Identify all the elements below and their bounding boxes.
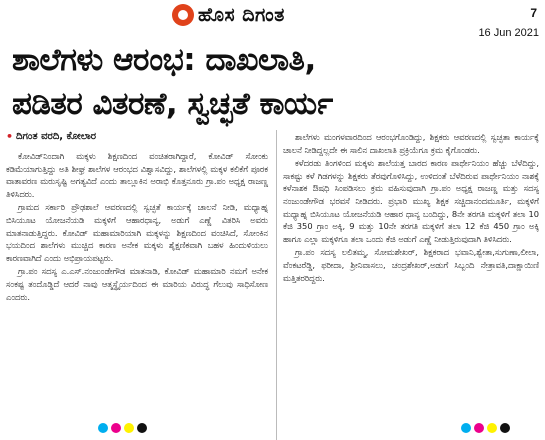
paragraph: ಕಳೆದರಡು ತಿಂಗಳಿಂದ ಮಕ್ಕಳು ಶಾಲೆಯತ್ತ ಬಾರದ ಕಾರಣ ಪಾರ್ಥೇನಿಯಂ ಹೆಚ್ಚು ಬೆಳೆದಿದ್ದು, ಸಾಕಷ್ಟು ಕಳೆ ಗಿಡಗಳನ್ನು ಶಿಕ್ಷಕರು ತೆರವುಗೊಳಿಸಿದ್ದು, ಉಳಿದಂತೆ ಬೆಳೆದಿರುವ ಪಾರ್ಥೇನಿಯಂ ನಾಶಕ್ಕೆ ಕಳೆನಾಶಕ ಔಷಧಿ ಸಿಂಪಡಿಸಲು ಕ್ರಮ ವಹಿಸುವುದಾಗಿ ಗ್ರಾ.ಪಂ ಅಧ್ಯಕ್ಷ ರಾಜಣ್ಣ ಮತ್ತು ಸದಸ್ಯ ನಂಜುಂಡೇಗೌಡ ಭರವಸೆ ನೀಡಿದರು. ಪ್ರಭಾರಿ ಮುಖ್ಯ ಶಿಕ್ಷಕ ಸಚ್ಚಿದಾನಂದಮೂರ್ತಿ, ಮಕ್ಕಳಿಗೆ ಮಧ್ಯಾಹ್ನ ಬಿಸಿಯೂಟ ಯೋಜನೆಯಡಿ ಆಹಾರ ಧಾನ್ಯ ಬಂದಿದ್ದು, 8ನೇ ತರಗತಿ ಮಕ್ಕಳಿಗೆ ತಲಾ 10 ಕೆಜಿ 350 ಗ್ರಾಂ ಅಕ್ಕಿ, 9 ಮತ್ತು 10ನೇ ತರಗತಿ ಮಕ್ಕಳಿಗೆ ತಲಾ 12 ಕೆಜಿ 450 ಗ್ರಾಂ ಅಕ್ಕಿ ಹಾಗೂ ಎಲ್ಲಾ ಮಕ್ಕಳಿಗೂ ತಲಾ ಒಂದು ಕೆಜಿ ಅಡುಗೆ ಎಣ್ಣೆ ನೀಡುತ್ತಿರುವುದಾಗಿ ತಿಳಿಸಿದರು.	[283, 158, 539, 244]
page-number: 7	[530, 6, 537, 20]
paragraph: ಗ್ರಾ.ಪಂ ಸದಸ್ಯ ಲಲಿತಮ್ಮ, ಸೋಮಶೇಖರ್, ಶಿಕ್ಷಕರಾದ ಭವಾನಿ,ಶ್ವೇತಾ,ಸುಗುಣಾ,ಲೀಲಾ, ವೆಂಕಟರೆಡ್ಡಿ, ಫರೀದಾ, ಶ್ರೀನಿವಾಸಲು, ಚಂದ್ರಶೇಖರ್,ಅಡುಗೆ ಸಿಬ್ಬಂದಿ ನೇತ್ರಾವತಿ,ದಾಕ್ಷಾಯಿಣಿ ಮತ್ತಿತರರಿದ್ದರು.	[283, 247, 539, 283]
byline-text: ದಿಗಂತ ವರದಿ, ಕೋಲಾರ	[16, 131, 97, 142]
registration-marks-left	[98, 423, 147, 433]
newspaper-name: ಹೊಸ ದಿಗಂತ	[198, 4, 285, 26]
byline	[6, 130, 96, 143]
article-column-left	[6, 150, 268, 304]
paragraph: ಶಾಲೆಗಳು ಮಂಗಳವಾರದಿಂದ ಆರಂಭಗೊಂಡಿದ್ದು, ಶಿಕ್ಷಕರು ಆವರಣದಲ್ಲಿ ಸ್ವಚ್ಛತಾ ಕಾರ್ಯಕ್ಕೆ ಚಾಲನೆ ನೀಡಿದ್ದಲ್ಲದೇ ಈ ಸಾಲಿನ ದಾಖಲಾತಿ ಪ್ರಕ್ರಿಯೆಗೂ ಕ್ರಮ ಕೈಗೊಂಡರು.	[283, 132, 539, 155]
column-divider	[276, 130, 277, 440]
yellow-dot-icon	[124, 423, 134, 433]
black-dot-icon	[500, 423, 510, 433]
publication-date: 16 Jun 2021	[478, 27, 539, 39]
yellow-dot-icon	[487, 423, 497, 433]
sun-logo-icon	[172, 4, 194, 26]
cyan-dot-icon	[98, 423, 108, 433]
cyan-dot-icon	[461, 423, 471, 433]
masthead	[0, 0, 545, 39]
registration-marks-right	[461, 423, 510, 433]
byline-bullet: •	[6, 130, 14, 143]
newspaper-logo	[172, 4, 285, 26]
magenta-dot-icon	[111, 423, 121, 433]
paragraph: ಗ್ರಾಮದ ಸರ್ಕಾರಿ ಪ್ರೌಢಶಾಲೆ ಆವರಣದಲ್ಲಿ ಸ್ವಚ್ಛತೆ ಕಾರ್ಯಕ್ಕೆ ಚಾಲನೆ ನೀಡಿ, ಮಧ್ಯಾಹ್ನ ಬಿಸಿಯೂಟ ಯೋಜನೆಯಡಿ ಮಕ್ಕಳಿಗೆ ಆಹಾರಧಾನ್ಯ, ಅಡುಗೆ ಎಣ್ಣೆ ವಿತರಿಸಿ ಅವರು ಮಾತನಾಡುತ್ತಿದ್ದರು. ಕೋವಿಡ್ ಮಹಾಮಾರಿಯಾಗಿ ಮಕ್ಕಳನ್ನು ಶಿಕ್ಷಣದಿಂದ ವಂಚಿಸಿದೆ, ಸೋಂಕಿನ ಭಯದಿಂದ ಶಾಲೆಗಳು ಮುಚ್ಚಿದ ಕಾರಣ ಅನೇಕ ಮಕ್ಕಳು ಶೈಕ್ಷಣಿಕವಾಗಿ ಬಹಳ ಹಿಂದುಳಿಯಲು ಕಾರಣವಾಗಿದೆ ಎಂದು ಅಭಿಪ್ರಾಯಪಟ್ಟರು.	[6, 202, 268, 263]
article-column-right	[283, 131, 539, 285]
magenta-dot-icon	[474, 423, 484, 433]
paragraph: ಕೋವಿಡ್‌ನಿಂದಾಗಿ ಮಕ್ಕಳು ಶಿಕ್ಷಣದಿಂದ ವಂಚಿತರಾಗಿದ್ದಾರೆ, ಕೋವಿಡ್ ಸೋಂಕು ಕಡಿಮೆಯಾಗುತ್ತಿದ್ದು ಅತಿ ಶೀಘ್ರ ಶಾಲೆಗಳ ಆರಂಭದ ವಿಶ್ವಾಸವಿದ್ದು, ಶಾಲೆಗಳಲ್ಲಿ ಮಕ್ಕಳ ಕಲಿಕೆಗೆ ಪೂರಕ ವಾತಾವರಣ ಮರುಸೃಷ್ಟಿ ಅಗತ್ಯವಿದೆ ಎಂದು ತಾಲ್ಲೂಕಿನ ಅರಾಭಿ ಕೊತ್ತನೂರು ಗ್ರಾ.ಪಂ ಅಧ್ಯಕ್ಷ ರಾಜಣ್ಣ ತಿಳಿಸಿದರು.	[6, 151, 268, 199]
black-dot-icon	[137, 423, 147, 433]
paragraph: ಗ್ರಾ.ಪಂ ಸದಸ್ಯ ಎ.ಎಸ್.ನಂಜುಂಡೇಗೌಡ ಮಾತನಾಡಿ, ಕೋವಿಡ್ ಮಹಾಮಾರಿ ನಮಗೆ ಅನೇಕ ಸಂಕಷ್ಟ ತಂದೊಡ್ಡಿದೆ ಆದರೆ ನಾವು ಆತ್ಮಸ್ಥೈರ್ಯದಿಂದ ಈ ಮಾರಿಯ ವಿರುದ್ಧ ಗೆಲುವು ಸಾಧಿಸೋಣ ಎಂದರು.	[6, 266, 268, 302]
headline-line-1: ಶಾಲೆಗಳು ಆರಂಭ: ದಾಖಲಾತಿ,	[12, 42, 316, 78]
article-headline	[12, 38, 537, 126]
headline-line-2: ಪಡಿತರ ವಿತರಣೆ, ಸ್ವಚ್ಛತೆ ಕಾರ್ಯ	[12, 86, 333, 122]
